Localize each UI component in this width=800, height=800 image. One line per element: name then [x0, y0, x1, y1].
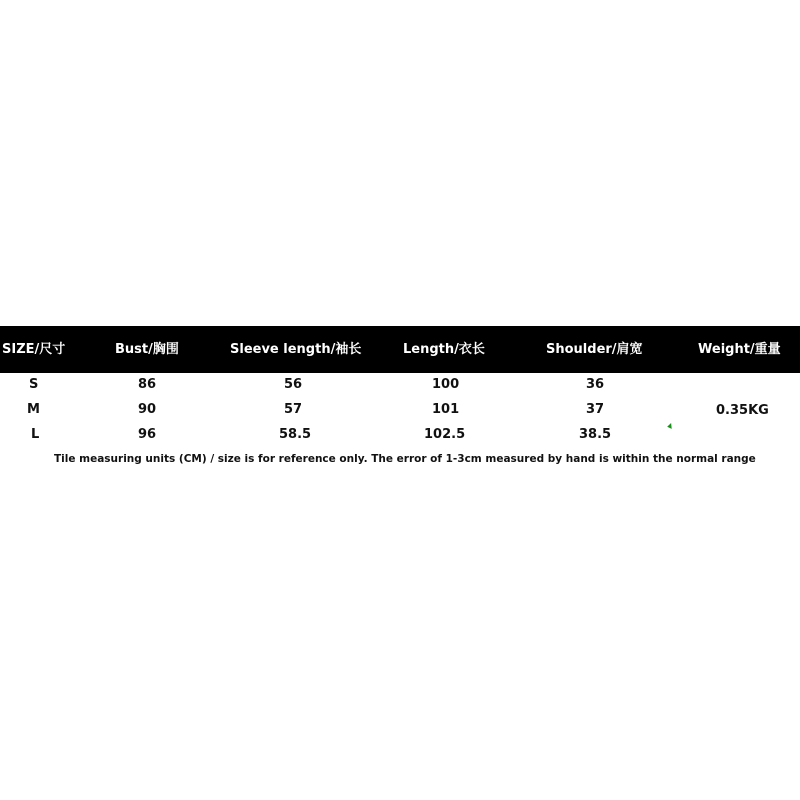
cell-size: M: [27, 402, 40, 417]
cell-shoulder: 37: [586, 402, 605, 417]
cell-length: 102.5: [424, 427, 466, 442]
table-row: [0, 423, 800, 448]
size-chart: [0, 326, 800, 465]
table-header: [0, 326, 800, 373]
cell-length: 101: [432, 402, 460, 417]
cell-sleeve: 58.5: [279, 427, 312, 442]
header-sleeve-length: Sleeve length/袖长: [230, 342, 362, 357]
cell-sleeve: 56: [284, 377, 303, 392]
cell-sleeve: 57: [284, 402, 303, 417]
header-bust: Bust/胸围: [115, 342, 179, 357]
cell-size: S: [29, 377, 39, 392]
table-row: [0, 373, 800, 398]
header-size: SIZE/尺寸: [2, 342, 66, 357]
cell-bust: 96: [138, 427, 157, 442]
cell-shoulder: 38.5: [579, 427, 612, 442]
cell-size: L: [31, 427, 40, 442]
weight-value: 0.35KG: [716, 403, 769, 418]
cell-length: 100: [432, 377, 460, 392]
cell-shoulder: 36: [586, 377, 605, 392]
cell-bust: 86: [138, 377, 157, 392]
header-weight: Weight/重量: [698, 342, 781, 357]
measurement-note: Tile measuring units (CM) / size is for reference only. The error of 1-3cm measured by hand is within the normal range: [54, 453, 756, 465]
cell-bust: 90: [138, 402, 157, 417]
header-length: Length/衣长: [403, 342, 485, 357]
table-row: [0, 398, 800, 423]
header-shoulder: Shoulder/肩宽: [546, 342, 643, 357]
